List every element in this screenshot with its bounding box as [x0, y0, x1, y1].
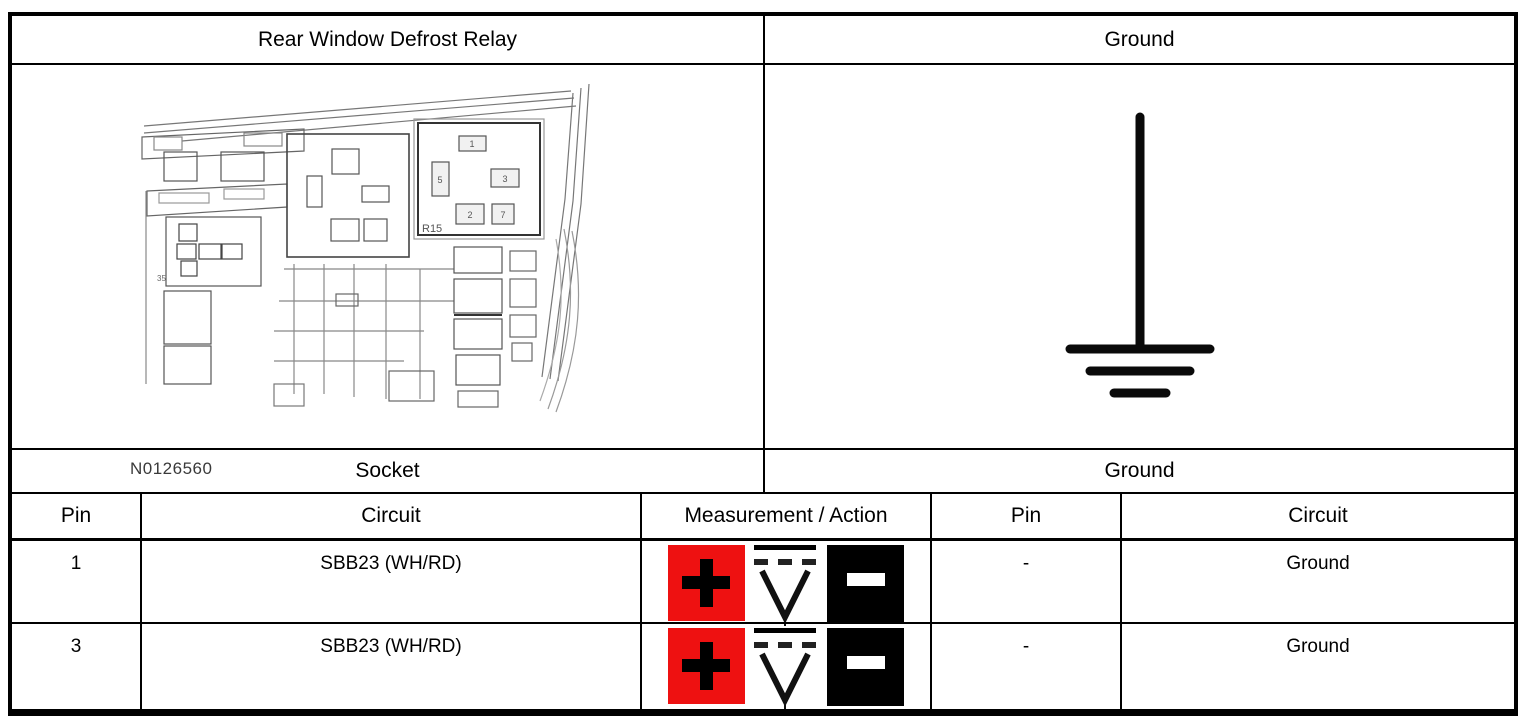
col-header-circuit-right: Circuit	[1120, 494, 1514, 538]
positive-probe-icon	[668, 545, 745, 621]
relay-section-title: Rear Window Defrost Relay	[257, 27, 518, 51]
relay-pin-1-label: 1	[469, 139, 475, 149]
dc-voltmeter-icon	[752, 545, 820, 627]
table-row	[12, 538, 1514, 622]
relay-box	[414, 119, 544, 239]
pinpoint-test-table	[8, 12, 1518, 716]
measurement-cell	[640, 541, 930, 627]
ground-symbol	[1030, 109, 1250, 405]
ground-sublabel: Ground	[763, 450, 1514, 492]
ground-symbol-cell	[763, 65, 1514, 448]
dc-voltmeter-icon	[752, 628, 820, 710]
positive-probe-icon	[668, 628, 745, 704]
pin-right-cell: -	[930, 541, 1120, 627]
block-label: 35	[157, 274, 166, 283]
relay-pin-7-label: 7	[500, 210, 506, 220]
fuse-box-diagram	[124, 79, 634, 454]
circuit-cell: SBB23 (WH/RD)	[140, 624, 640, 710]
image-code-label: N0126560	[130, 459, 213, 478]
relay-pin-3-label: 3	[502, 174, 508, 184]
circuit-right-cell: Ground	[1120, 541, 1514, 627]
pin-cell: 1	[70, 553, 82, 574]
pin-cell: 3	[70, 636, 82, 657]
circuit-cell: SBB23 (WH/RD)	[140, 541, 640, 627]
relay-pin-5-label: 5	[437, 175, 443, 185]
col-header-pin-left: Pin	[60, 504, 92, 527]
col-header-circuit-left: Circuit	[140, 494, 640, 538]
pin-right-cell: -	[930, 624, 1120, 710]
negative-probe-icon	[827, 628, 904, 706]
negative-probe-icon	[827, 545, 904, 623]
measurement-cell	[640, 624, 930, 710]
socket-label: Socket	[355, 459, 420, 482]
ground-section-title: Ground	[763, 16, 1514, 63]
col-header-measurement: Measurement / Action	[640, 494, 930, 538]
relay-pin-2-label: 2	[467, 210, 473, 220]
relay-id-label: R15	[422, 223, 443, 235]
circuit-right-cell: Ground	[1120, 624, 1514, 710]
col-header-pin-right: Pin	[930, 494, 1120, 538]
table-row	[12, 622, 1514, 709]
